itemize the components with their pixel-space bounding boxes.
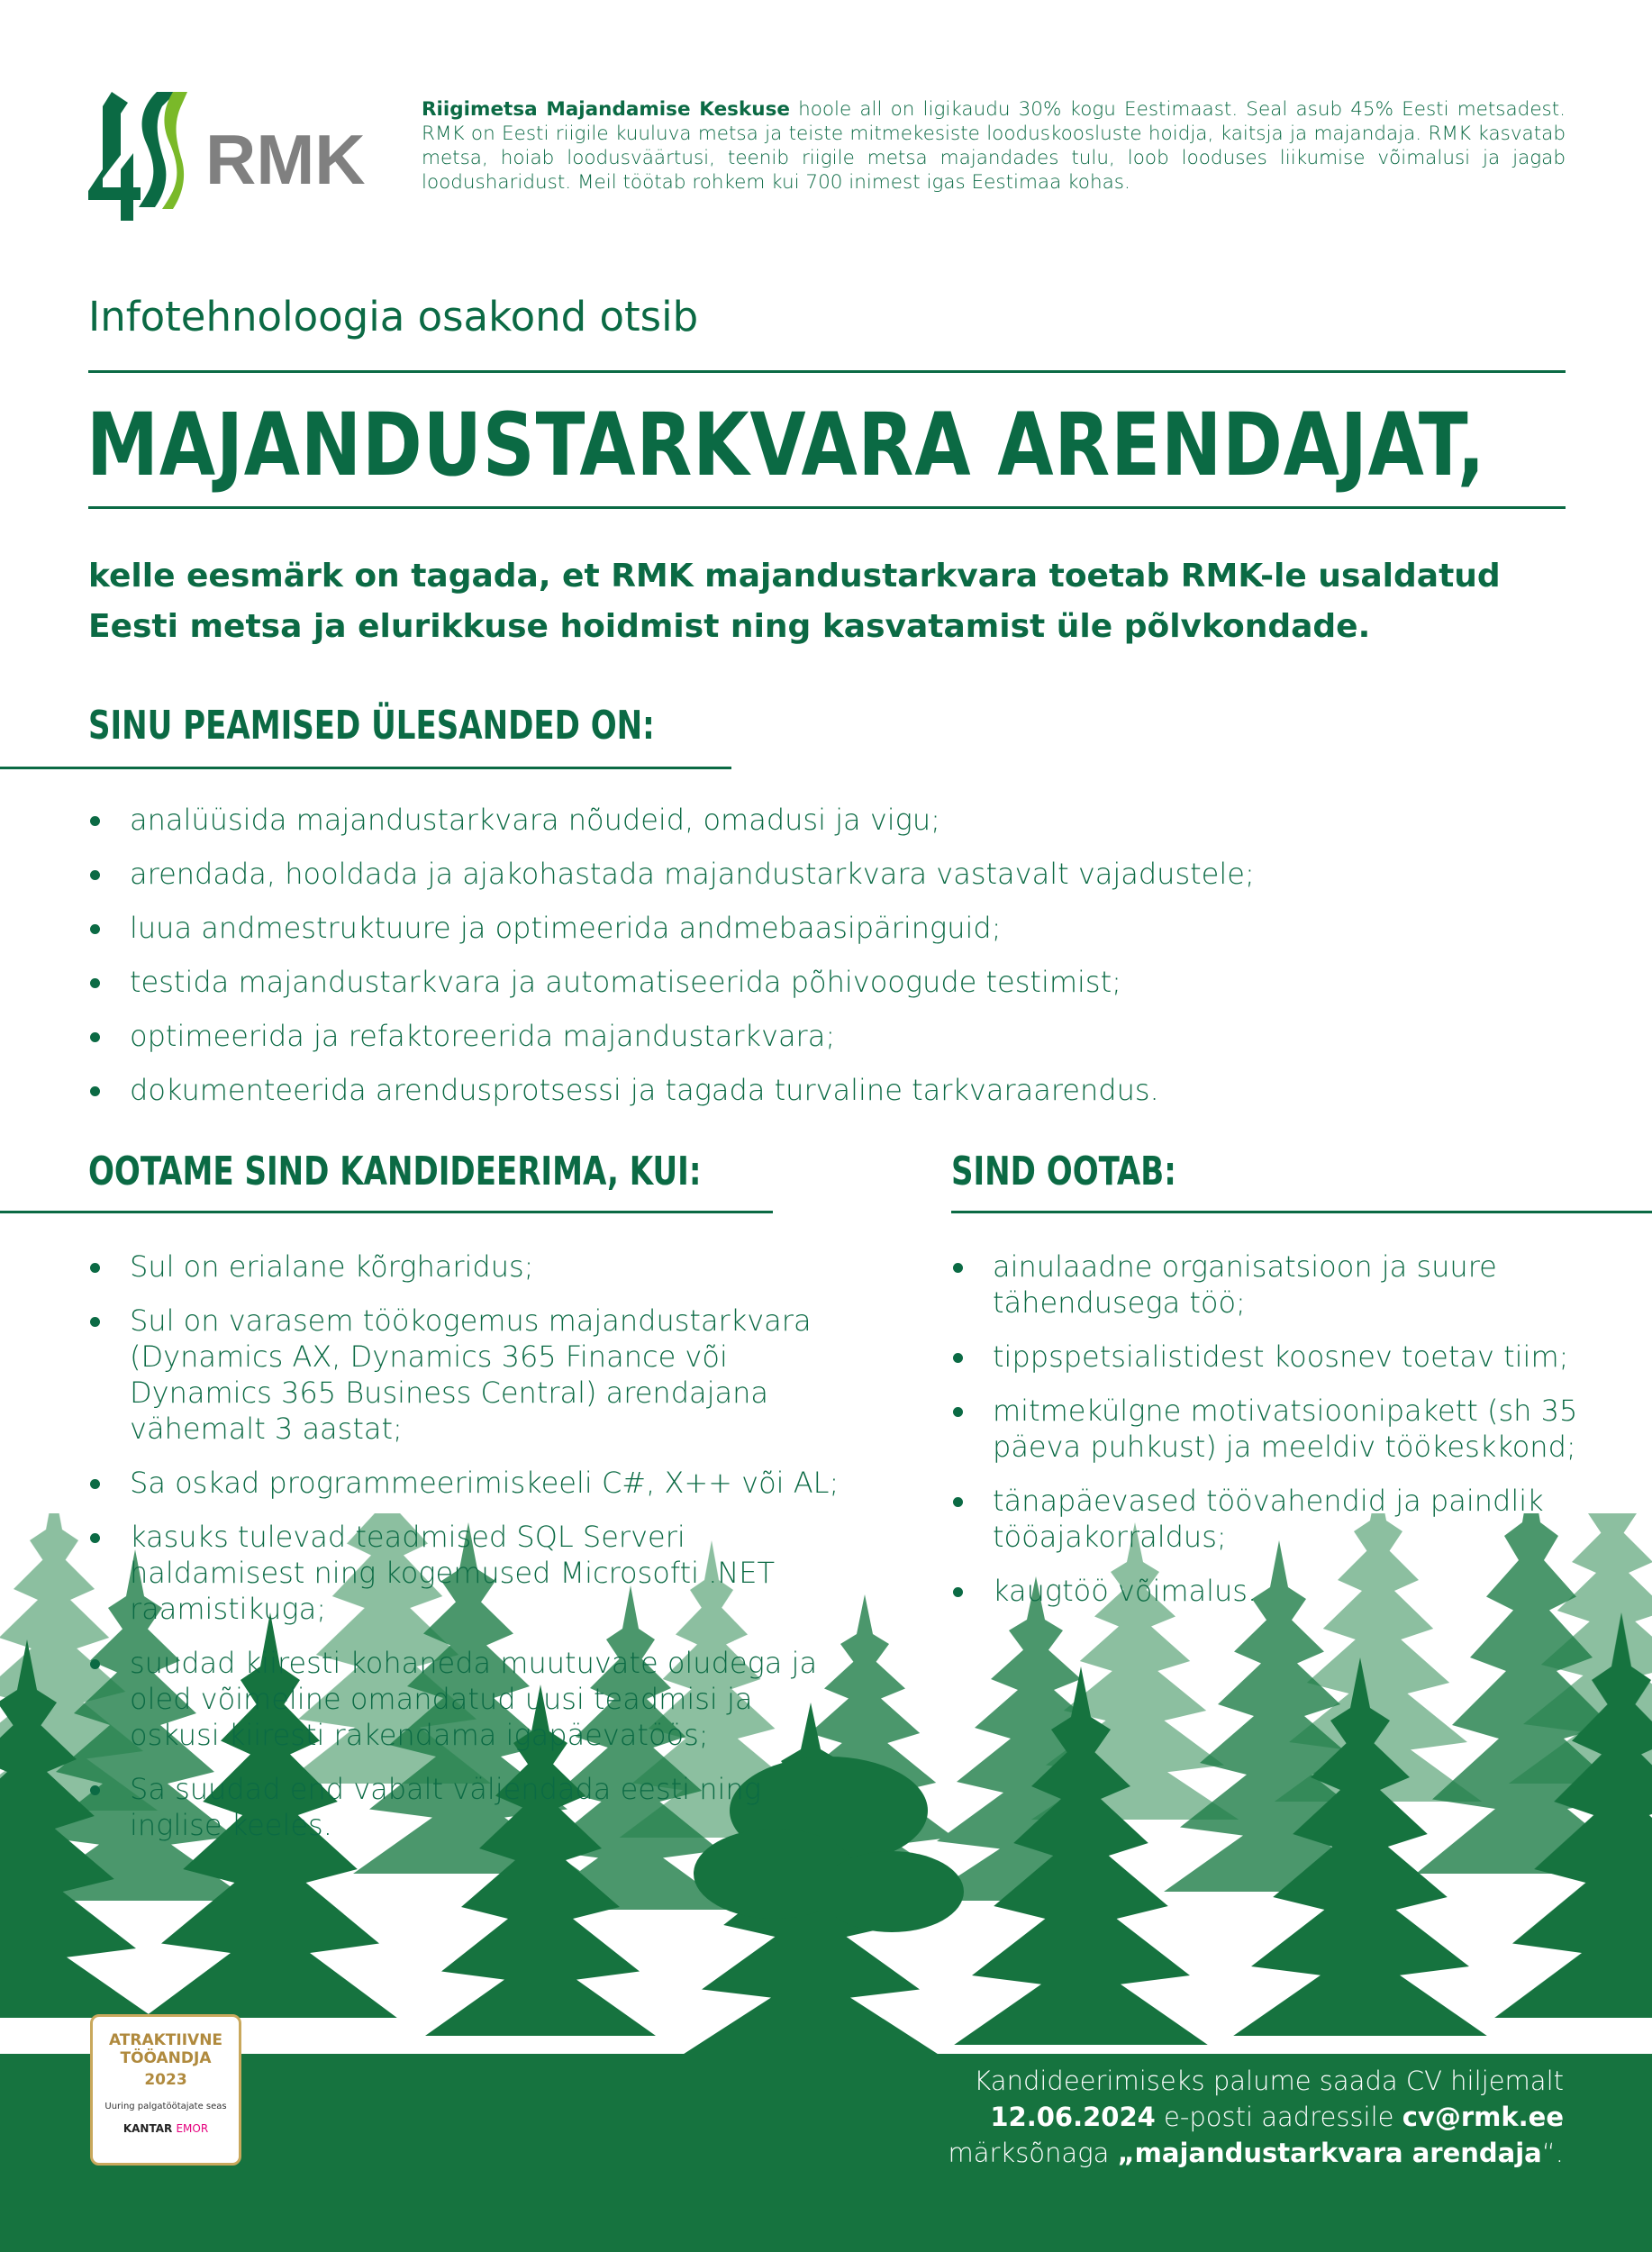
offer-heading-rule xyxy=(951,1211,1652,1213)
list-item: analüüsida majandustarkvara nõudeid, omadusi ja vigu; xyxy=(88,802,1566,838)
requirements-heading-rule xyxy=(0,1211,773,1213)
list-item: tippspetsialistidest koosnev toetav tiim; xyxy=(951,1339,1582,1375)
list-item: mitmekülgne motivatsioonipakett (sh 35 päeva puhkust) ja meeldiv töökeskkond; xyxy=(951,1393,1582,1465)
list-item: dokumenteerida arendusprotsessi ja tagada turvaline tarkvaraarendus. xyxy=(88,1072,1566,1108)
list-item: Sa suudad end vabalt väljendada eesti ning inglise keeles. xyxy=(88,1771,845,1843)
list-item: optimeerida ja refaktoreerida majandustarkvara; xyxy=(88,1018,1566,1054)
tasks-heading: SINU PEAMISED ÜLESANDED ON: xyxy=(88,703,655,749)
list-item: Sul on erialane kõrgharidus; xyxy=(88,1249,845,1285)
attractive-employer-badge xyxy=(90,2014,241,2166)
badge-year: 2023 xyxy=(144,2071,187,2089)
department-subtitle: Infotehnoloogia osakond otsib xyxy=(88,293,699,341)
deadline-date: 12.06.2024 xyxy=(990,2102,1156,2132)
job-headline: MAJANDUSTARKVARA ARENDAJAT, xyxy=(86,395,1486,495)
rmk-forest-logo-icon xyxy=(88,92,187,221)
application-info xyxy=(879,2063,1564,2171)
rmk-logo xyxy=(86,90,375,221)
badge-note: Uuring palgatöötajate seas xyxy=(104,2102,227,2111)
headline-top-rule xyxy=(88,370,1566,373)
org-name: Riigimetsa Majandamise Keskuse xyxy=(422,98,790,121)
apply-line-3: märksõnaga „majandustarkvara arendaja“. xyxy=(948,2138,1564,2168)
job-mission: kelle eesmärk on tagada, et RMK majandustarkvara toetab RMK-le usaldatud Eesti metsa ja elurikkuse hoidmist ning kasvatamist üle põlvkondade. xyxy=(88,558,1501,645)
logo-text: RMK xyxy=(205,120,366,199)
list-item: kaugtöö võimalus. xyxy=(951,1573,1582,1609)
list-item: ainulaadne organisatsioon ja suure tähendusega töö; xyxy=(951,1249,1582,1321)
requirements-list xyxy=(88,1249,845,1843)
keyword: „majandustarkvara arendaja xyxy=(1117,2138,1542,2168)
headline-bottom-rule xyxy=(88,506,1566,509)
offer-list xyxy=(951,1249,1582,1609)
list-item: tänapäevased töövahendid ja paindlik tööajakorraldus; xyxy=(951,1483,1582,1555)
list-item: Sa oskad programmeerimiskeeli C#, X++ või AL; xyxy=(88,1465,845,1501)
requirements-heading: OOTAME SIND KANDIDEERIMA, KUI: xyxy=(88,1149,702,1194)
list-item: Sul on varasem töökogemus majandustarkvara (Dynamics AX, Dynamics 365 Finance või Dynamics 365 Business Central) arendajana vähemalt 3 aastat; xyxy=(88,1303,845,1447)
tasks-heading-rule xyxy=(0,767,731,769)
list-item: arendada, hooldada ja ajakohastada majandustarkvara vastavalt vajadustele; xyxy=(88,856,1566,892)
list-item: kasuks tulevad teadmised SQL Serveri haldamisest ning kogemused Microsofti .NET raamistikuga; xyxy=(88,1519,845,1627)
offer-heading: SIND OOTAB: xyxy=(951,1149,1176,1194)
list-item: luua andmestruktuure ja optimeerida andmebaasipäringuid; xyxy=(88,910,1566,946)
email-link[interactable]: cv@rmk.ee xyxy=(1402,2102,1564,2132)
badge-title: ATRAKTIIVNE TÖÖANDJA xyxy=(108,2031,223,2067)
apply-line-2: 12.06.2024 e-posti aadressile cv@rmk.ee xyxy=(990,2102,1564,2132)
list-item: testida majandustarkvara ja automatiseerida põhivoogude testimist; xyxy=(88,964,1566,1000)
apply-line-1: Kandideerimiseks palume saada CV hiljemalt xyxy=(974,2066,1564,2096)
tasks-list xyxy=(88,802,1566,1108)
list-item: suudad kiiresti kohaneda muutuvate oludega ja oled võimeline omandatud uusi teadmisi ja oskusi kiiresti rakendama igapäevatöös; xyxy=(88,1645,845,1753)
badge-brand: KANTAR EMOR xyxy=(123,2122,209,2135)
organization-intro xyxy=(422,97,1566,195)
intro-text: hoole all on ligikaudu 30% kogu Eestimaast. Seal asub 45% Eesti metsadest. RMK on Eesti riigile kuuluva metsa ja teiste mitmekesiste looduskoosluste hoidja, kaitsja ja majandaja. RMK kasvatab metsa, hoiab loodusväärtusi, teenib riigile metsa majandades tulu, loob looduses liikumise võimalusi ja jagab loodusharidust. Meil töötab rohkem kui 700 inimest igas Eestimaa kohas. xyxy=(422,98,1566,194)
